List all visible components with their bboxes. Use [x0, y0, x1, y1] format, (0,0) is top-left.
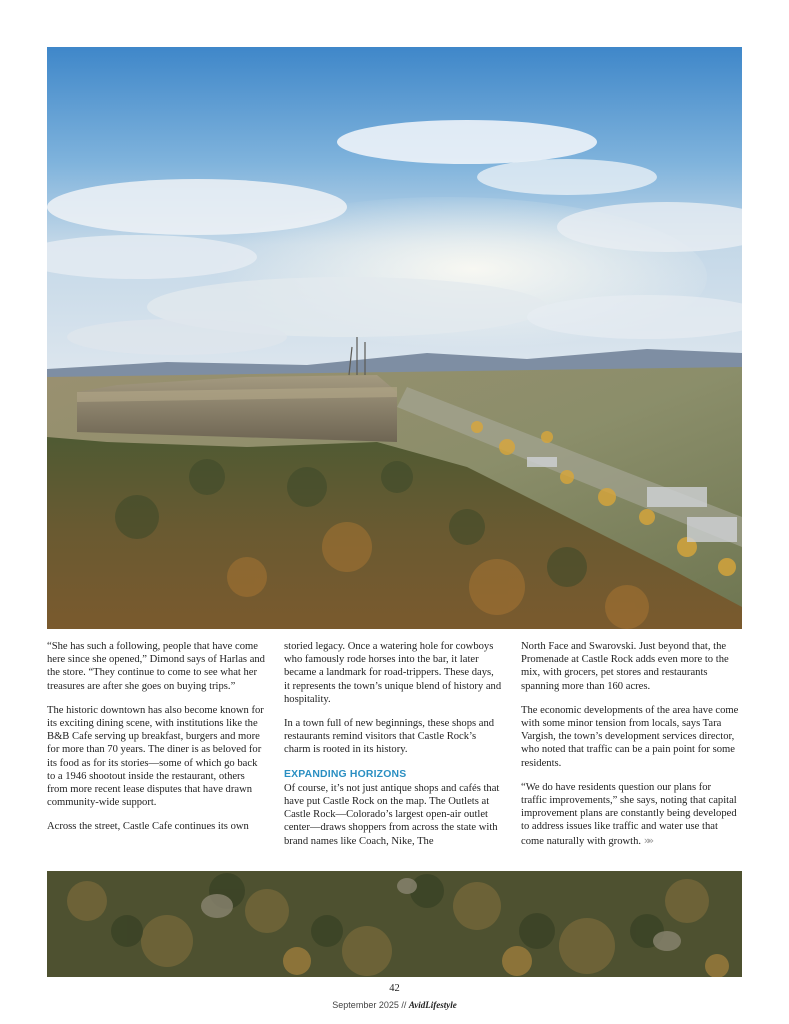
paragraph: Of course, it’s not just antique shops and cafés that have put Castle Rock on the map. The Outlets at Castle Rock—Colorado’s largest open-air outlet center—draws shoppers from across the state with brand names like Coach, Nike, The: [284, 782, 500, 847]
paragraph: storied legacy. Once a watering hole for cowboys who famously rode horses into the bar, it later became a landmark for road-trippers. These days, it represents the town’s unique blend of history and hospitality.: [284, 641, 502, 705]
paragraph: “She has such a following, people that have come here since she opened,” Dimond says of Harlas and the store. “They continue to come to see what her treasures are after she goes on buying trips.”: [47, 641, 265, 692]
paragraph: In a town full of new beginnings, these shops and restaurants remind visitors that Castle Rock’s charm is rooted in its history.: [284, 718, 495, 756]
continue-chevron-icon: »»: [643, 833, 652, 847]
strip-photo: [47, 871, 742, 977]
text-column-2: [284, 640, 502, 859]
paragraph-last: [521, 781, 739, 848]
hero-photo: [47, 47, 742, 629]
publication-name: AvidLifestyle: [408, 1000, 457, 1010]
paragraph: The historic downtown has also become known for its exciting dining scene, with institutions like the B&B Cafe serving up breakfast, burgers and more for more than 70 years. The diner is as beloved for its food as for its stories—some of which go back to a 1946 shootout inside the restaurant, others from more recent lease disputes that have drawn community-wide support.: [47, 704, 264, 809]
issue-date: September 2025 //: [332, 1000, 407, 1010]
castle-rock-landscape-image: [47, 47, 742, 629]
section-subhead: EXPANDING HORIZONS: [284, 768, 407, 780]
text-column-3: [521, 640, 739, 859]
text-column-1: [47, 640, 265, 845]
page-number: 42: [389, 983, 400, 994]
hillside-shrubs-image: [47, 871, 742, 977]
paragraph: North Face and Swarovski. Just beyond that, the Promenade at Castle Rock adds even more to the mix, with grocers, pet stores and restaurants spanning more than 160 acres.: [521, 641, 729, 692]
page-footer: [0, 983, 789, 1013]
paragraph: The economic developments of the area have come with some minor tension from locals, says Tara Vargish, the town’s development services director, who noted that traffic can be a pain point for some residents.: [521, 704, 739, 769]
paragraph: Across the street, Castle Cafe continues its own: [47, 821, 249, 833]
folio-line: [332, 1000, 456, 1010]
paragraph-text: “We do have residents question our plans for traffic improvements,” she says, noting that capital improvement plans are constantly being developed to address issues like traffic and water use that come naturally with growth.: [521, 781, 737, 847]
